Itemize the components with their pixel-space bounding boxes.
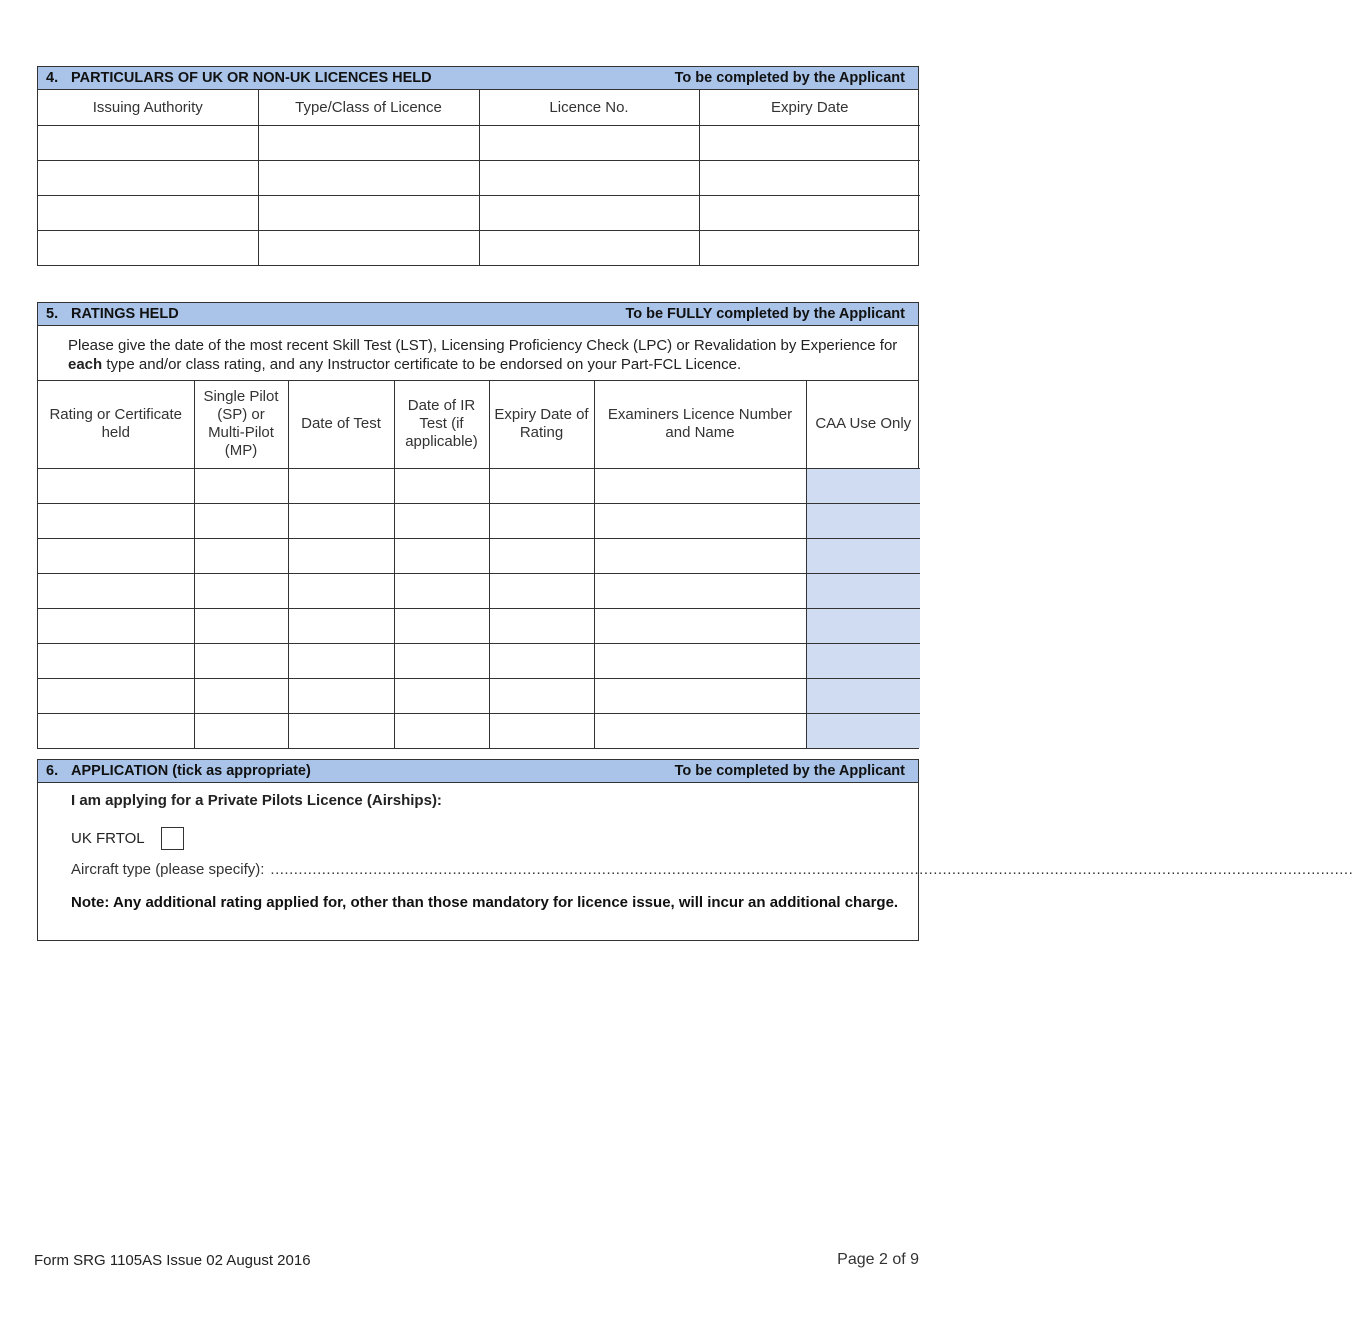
col-expiry-rating: Expiry Date of Rating — [489, 381, 594, 468]
licence-cell[interactable] — [479, 230, 699, 265]
licence-cell[interactable] — [38, 125, 258, 160]
aircraft-type-field — [71, 859, 1353, 881]
col-sp-mp: Single Pilot (SP) or Multi-Pilot (MP) — [194, 381, 288, 468]
rating-cell[interactable] — [288, 713, 394, 748]
table-row — [38, 678, 920, 713]
rating-cell[interactable] — [394, 678, 489, 713]
intro-text-bold: each — [68, 356, 103, 373]
rating-cell[interactable] — [394, 573, 489, 608]
rating-cell[interactable] — [194, 538, 288, 573]
section-4-title: PARTICULARS OF UK OR NON-UK LICENCES HELD — [71, 70, 432, 86]
uk-frtol-checkbox[interactable] — [161, 827, 184, 850]
applying-text: I am applying for a Private Pilots Licence (Airships): — [71, 792, 442, 809]
ratings-table — [38, 381, 920, 748]
section-5-number: 5. — [46, 306, 59, 322]
rating-cell[interactable] — [394, 643, 489, 678]
table-row — [38, 195, 920, 230]
rating-cell[interactable] — [594, 713, 806, 748]
section-5-header — [38, 303, 918, 326]
section-application — [37, 759, 1353, 941]
col-examiner: Examiners Licence Number and Name — [594, 381, 806, 468]
aircraft-type-label: Aircraft type (please specify): — [71, 861, 265, 878]
licence-cell[interactable] — [479, 160, 699, 195]
rating-cell[interactable] — [489, 503, 594, 538]
col-licence-type: Type/Class of Licence — [258, 90, 479, 125]
rating-cell[interactable] — [394, 503, 489, 538]
section-6-title: APPLICATION (tick as appropriate) — [71, 763, 311, 779]
section-6-number: 6. — [46, 763, 59, 779]
rating-cell[interactable] — [38, 713, 194, 748]
caa-cell — [806, 573, 920, 608]
rating-cell[interactable] — [489, 608, 594, 643]
caa-cell — [806, 713, 920, 748]
rating-cell[interactable] — [394, 468, 489, 503]
page-number: Page 2 of 9 — [837, 1251, 919, 1268]
licence-cell[interactable] — [699, 230, 920, 265]
intro-text-b: type and/or class rating, and any Instructor certificate to be endorsed on your Part-FCL Licence. — [102, 356, 742, 373]
rating-cell[interactable] — [489, 538, 594, 573]
licence-cell[interactable] — [38, 195, 258, 230]
rating-cell[interactable] — [288, 643, 394, 678]
col-date-ir-test: Date of IR Test (if applicable) — [394, 381, 489, 468]
section-4-note: To be completed by the Applicant — [674, 70, 905, 86]
table-row — [38, 503, 920, 538]
rating-cell[interactable] — [288, 678, 394, 713]
aircraft-type-input[interactable]: ........................................................................................................................................................................................................................................ — [270, 861, 1353, 878]
licence-cell[interactable] — [258, 230, 479, 265]
caa-cell — [806, 503, 920, 538]
rating-cell[interactable] — [288, 538, 394, 573]
rating-cell[interactable] — [288, 608, 394, 643]
additional-charge-note: Note: Any additional rating applied for, other than those mandatory for licence issue, will incur an additional charge. — [71, 894, 899, 911]
rating-cell[interactable] — [194, 468, 288, 503]
rating-cell[interactable] — [394, 608, 489, 643]
rating-cell[interactable] — [489, 643, 594, 678]
rating-cell[interactable] — [38, 608, 194, 643]
rating-cell[interactable] — [594, 608, 806, 643]
rating-cell[interactable] — [489, 573, 594, 608]
table-row — [38, 608, 920, 643]
licence-cell[interactable] — [479, 195, 699, 230]
rating-cell[interactable] — [489, 713, 594, 748]
caa-cell — [806, 538, 920, 573]
rating-cell[interactable] — [594, 503, 806, 538]
col-licence-no: Licence No. — [479, 90, 699, 125]
licence-cell[interactable] — [38, 230, 258, 265]
rating-cell[interactable] — [38, 503, 194, 538]
rating-cell[interactable] — [594, 468, 806, 503]
section-4-number: 4. — [46, 70, 59, 86]
rating-cell[interactable] — [194, 713, 288, 748]
rating-cell[interactable] — [288, 468, 394, 503]
rating-cell[interactable] — [194, 573, 288, 608]
rating-cell[interactable] — [288, 573, 394, 608]
col-caa-use: CAA Use Only — [806, 381, 920, 468]
uk-frtol-label: UK FRTOL — [71, 829, 145, 847]
rating-cell[interactable] — [489, 678, 594, 713]
uk-frtol-option — [71, 825, 904, 851]
section-5-title: RATINGS HELD — [71, 306, 179, 322]
intro-text-a: Please give the date of the most recent Skill Test (LST), Licensing Proficiency Check (LPC) or Revalidation by Experience for — [68, 337, 898, 354]
licence-cell[interactable] — [258, 160, 479, 195]
rating-cell[interactable] — [194, 643, 288, 678]
table-row — [38, 468, 920, 503]
section-6-note: To be completed by the Applicant — [674, 763, 905, 779]
rating-cell[interactable] — [194, 608, 288, 643]
rating-cell[interactable] — [194, 503, 288, 538]
col-issuing-authority: Issuing Authority — [38, 90, 258, 125]
col-expiry-date: Expiry Date — [699, 90, 920, 125]
col-rating: Rating or Certificate held — [38, 381, 194, 468]
ratings-instructions — [38, 326, 918, 381]
caa-cell — [806, 678, 920, 713]
rating-cell[interactable] — [38, 538, 194, 573]
section-ratings-held — [37, 302, 919, 749]
rating-cell[interactable] — [38, 468, 194, 503]
section-licences-held — [37, 66, 919, 266]
licence-cell[interactable] — [258, 125, 479, 160]
licence-cell[interactable] — [699, 160, 920, 195]
licences-table — [38, 90, 920, 265]
licence-cell[interactable] — [479, 125, 699, 160]
licence-cell[interactable] — [38, 160, 258, 195]
licence-cell[interactable] — [699, 195, 920, 230]
rating-cell[interactable] — [594, 573, 806, 608]
rating-cell[interactable] — [594, 538, 806, 573]
caa-cell — [806, 608, 920, 643]
rating-cell[interactable] — [594, 678, 806, 713]
table-row — [38, 713, 920, 748]
section-4-header — [38, 67, 918, 90]
rating-cell[interactable] — [288, 503, 394, 538]
table-row — [38, 125, 920, 160]
licence-cell[interactable] — [699, 125, 920, 160]
section-5-note: To be FULLY completed by the Applicant — [625, 306, 905, 322]
caa-cell — [806, 643, 920, 678]
rating-cell[interactable] — [38, 643, 194, 678]
rating-cell[interactable] — [394, 538, 489, 573]
table-row — [38, 573, 920, 608]
licence-cell[interactable] — [258, 195, 479, 230]
rating-cell[interactable] — [489, 468, 594, 503]
col-date-of-test: Date of Test — [288, 381, 394, 468]
rating-cell[interactable] — [394, 713, 489, 748]
rating-cell[interactable] — [194, 678, 288, 713]
rating-cell[interactable] — [38, 678, 194, 713]
table-row — [38, 160, 920, 195]
table-row — [38, 538, 920, 573]
caa-cell — [806, 468, 920, 503]
table-row — [38, 643, 920, 678]
form-reference: Form SRG 1105AS Issue 02 August 2016 — [34, 1252, 311, 1269]
table-row — [38, 230, 920, 265]
section-6-header — [38, 760, 918, 783]
rating-cell[interactable] — [38, 573, 194, 608]
rating-cell[interactable] — [594, 643, 806, 678]
